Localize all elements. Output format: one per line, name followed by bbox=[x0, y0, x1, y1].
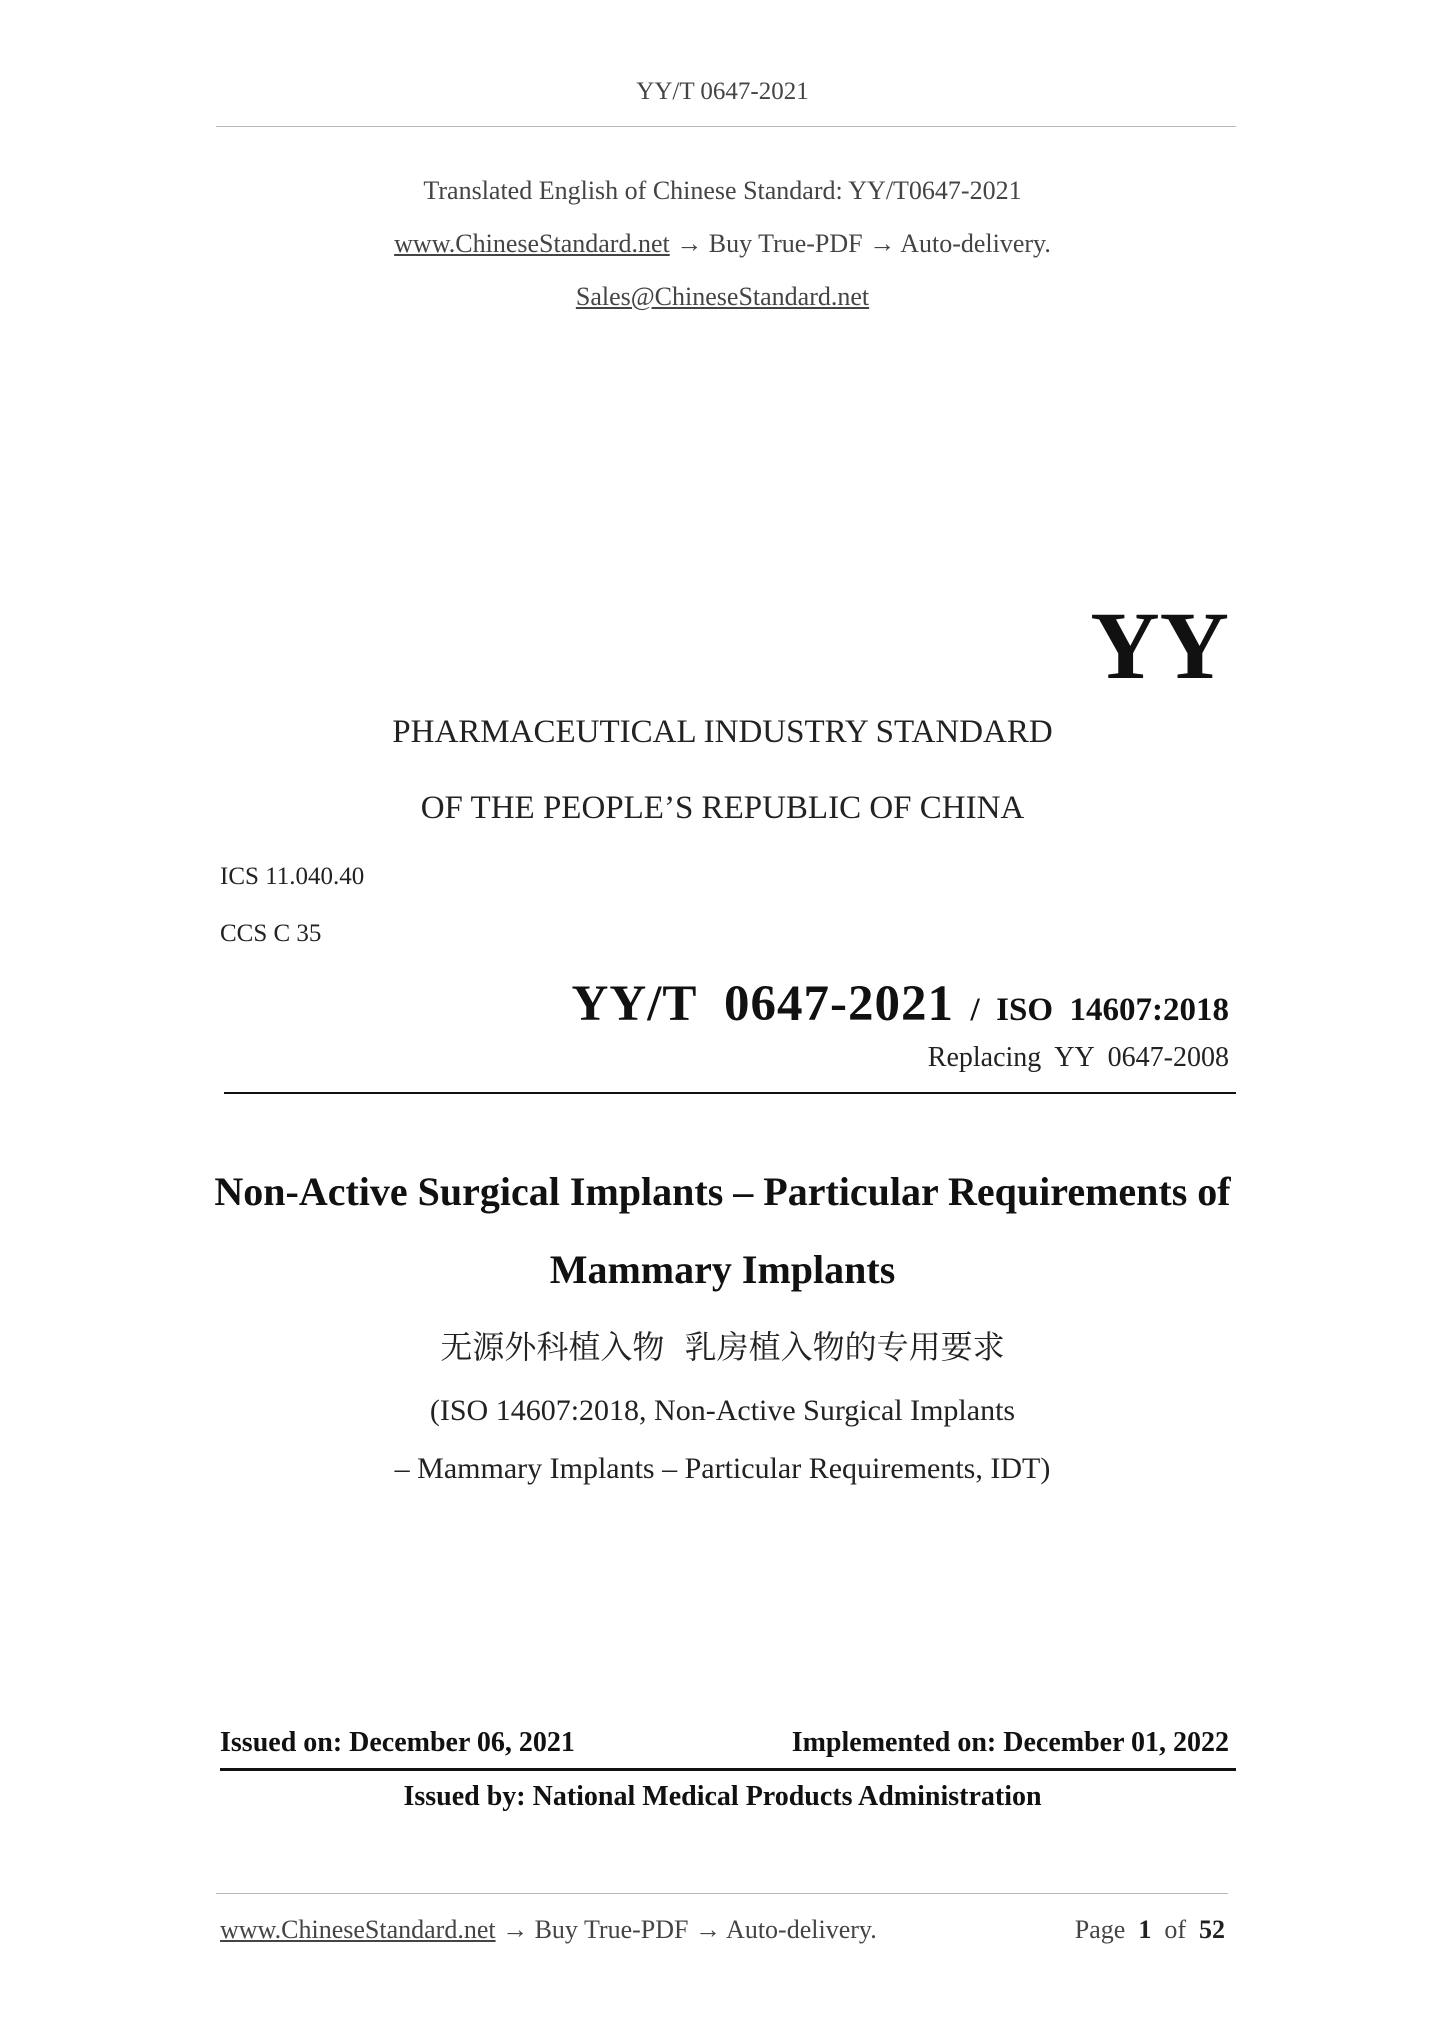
footer-rule bbox=[216, 1893, 1228, 1894]
footer-website-link[interactable]: www.ChineseStandard.net bbox=[220, 1915, 496, 1944]
iso-title-line1: (ISO 14607:2018, Non-Active Surgical Implants bbox=[429, 1394, 1016, 1427]
page-label: Page bbox=[1074, 1915, 1126, 1944]
header-rule bbox=[216, 126, 1236, 127]
page-indicator bbox=[1075, 1915, 1225, 1945]
standard-number: YY/T 0647-2021 bbox=[571, 976, 954, 1032]
sales-line bbox=[0, 282, 1445, 312]
standard-type-line2: OF THE PEOPLE’S REPUBLIC OF CHINA bbox=[420, 790, 1025, 826]
page-number: 1 bbox=[1138, 1915, 1152, 1944]
standard-logo: YY bbox=[1090, 592, 1229, 699]
implemented-date: Implemented on: December 01, 2022 bbox=[791, 1727, 1229, 1758]
chinese-title: 无源外科植入物 乳房植入物的专用要求 bbox=[440, 1328, 1005, 1366]
sales-email-link[interactable]: Sales@ChineseStandard.net bbox=[575, 282, 870, 311]
document-title-line1: Non-Active Surgical Implants – Particular Requirements of bbox=[214, 1169, 1231, 1214]
page-total: 52 bbox=[1199, 1915, 1225, 1944]
running-header: YY/T 0647-2021 bbox=[636, 78, 809, 105]
of-label: of bbox=[1164, 1915, 1186, 1944]
replacing-note: Replacing YY 0647-2008 bbox=[927, 1042, 1229, 1073]
code-rule bbox=[224, 1092, 1236, 1094]
footer-purchase-line bbox=[220, 1915, 877, 1945]
ccs-code: CCS C 35 bbox=[220, 920, 322, 947]
standard-type-line1: PHARMACEUTICAL INDUSTRY STANDARD bbox=[392, 714, 1053, 750]
document-title-line2: Mammary Implants bbox=[549, 1247, 896, 1292]
dates-rule bbox=[220, 1768, 1236, 1771]
issuing-authority: Issued by: National Medical Products Administration bbox=[403, 1781, 1042, 1812]
iso-equivalent: / ISO 14607:2018 bbox=[953, 992, 1229, 1028]
iso-title-line2: – Mammary Implants – Particular Requirements, IDT) bbox=[394, 1452, 1051, 1485]
purchase-text: → Buy True-PDF → Auto-delivery. bbox=[669, 229, 1051, 258]
website-link[interactable]: www.ChineseStandard.net bbox=[394, 229, 670, 258]
purchase-line bbox=[0, 229, 1445, 259]
standard-code bbox=[572, 975, 1229, 1033]
issued-date: Issued on: December 06, 2021 bbox=[220, 1727, 575, 1758]
translation-note: Translated English of Chinese Standard: YY/T0647-2021 bbox=[423, 176, 1022, 205]
footer-purchase-text: → Buy True-PDF → Auto-delivery. bbox=[495, 1915, 877, 1944]
ics-code: ICS 11.040.40 bbox=[220, 863, 365, 890]
